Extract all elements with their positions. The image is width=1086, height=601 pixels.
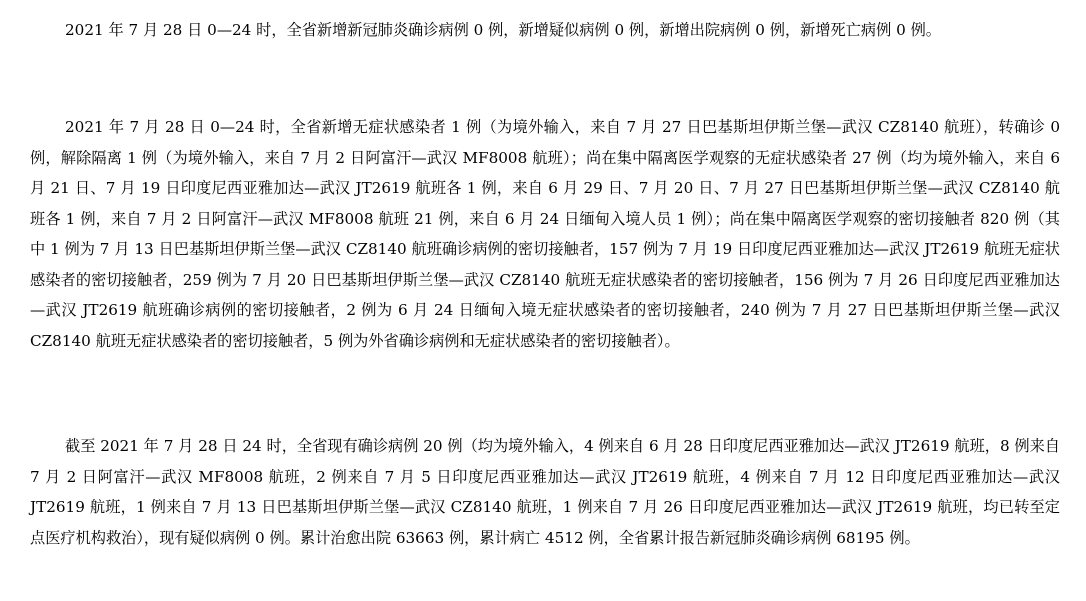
- paragraph-cumulative-statistics: 截至 2021 年 7 月 28 日 24 时，全省现有确诊病例 20 例（均为境外输入，4 例来自 6 月 28 日印度尼西亚雅加达—武汉 JT2619 航班，8 例来自 7 月 2 日阿富汗—武汉 MF8008 航班，2 例来自 7 月 5 日印度尼西亚雅加达—武汉 JT2619 航班，4 例来自 7 月 12 日印度尼西亚雅加达—武汉 JT2619 航班，1 例来自 7 月 13 日巴基斯坦伊斯兰堡—武汉 CZ8140 航班，1 例来自 7 月 26 日印度尼西亚雅加达—武汉 JT2619 航班，均已转至定点医疗机构救治），现有疑似病例 0 例。累计治愈出院 63663 例，累计病亡 4512 例，全省累计报告新冠肺炎确诊病例 68195 例。: [30, 437, 1060, 547]
- paragraph-daily-confirmed-cases: 2021 年 7 月 28 日 0—24 时，全省新增新冠肺炎确诊病例 0 例，新增疑似病例 0 例，新增出院病例 0 例，新增死亡病例 0 例。: [65, 21, 941, 39]
- paragraph-asymptomatic-infections: 2021 年 7 月 28 日 0—24 时，全省新增无症状感染者 1 例（为境外输入，来自 7 月 27 日巴基斯坦伊斯兰堡—武汉 CZ8140 航班），转确诊 0 例，解除隔离 1 例（为境外输入，来自 7 月 2 日阿富汗—武汉 MF8008 航班）；尚在集中隔离医学观察的无症状感染者 27 例（均为境外输入，来自 6 月 21 日、7 月 19 日印度尼西亚雅加达—武汉 JT2619 航班各 1 例，来自 6 月 29 日、7 月 20 日、7 月 27 日巴基斯坦伊斯兰堡—武汉 CZ8140 航班各 1 例，来自 7 月 2 日阿富汗—武汉 MF8008 航班 21 例，来自 6 月 24 日缅甸入境人员 1 例）；尚在集中隔离医学观察的密切接触者 820 例（其中 1 例为 7 月 13 日巴基斯坦伊斯兰堡—武汉 CZ8140 航班确诊病例的密切接触者，157 例为 7 月 19 日印度尼西亚雅加达—武汉 JT2619 航班无症状感染者的密切接触者，259 例为 7 月 20 日巴基斯坦伊斯兰堡—武汉 CZ8140 航班无症状感染者的密切接触者，156 例为 7 月 26 日印度尼西亚雅加达—武汉 JT2619 航班确诊病例的密切接触者，2 例为 6 月 24 日缅甸入境无症状感染者的密切接触者，240 例为 7 月 27 日巴基斯坦伊斯兰堡—武汉 CZ8140 航班无症状感染者的密切接触者，5 例为外省确诊病例和无症状感染者的密切接触者）。: [30, 118, 1060, 350]
